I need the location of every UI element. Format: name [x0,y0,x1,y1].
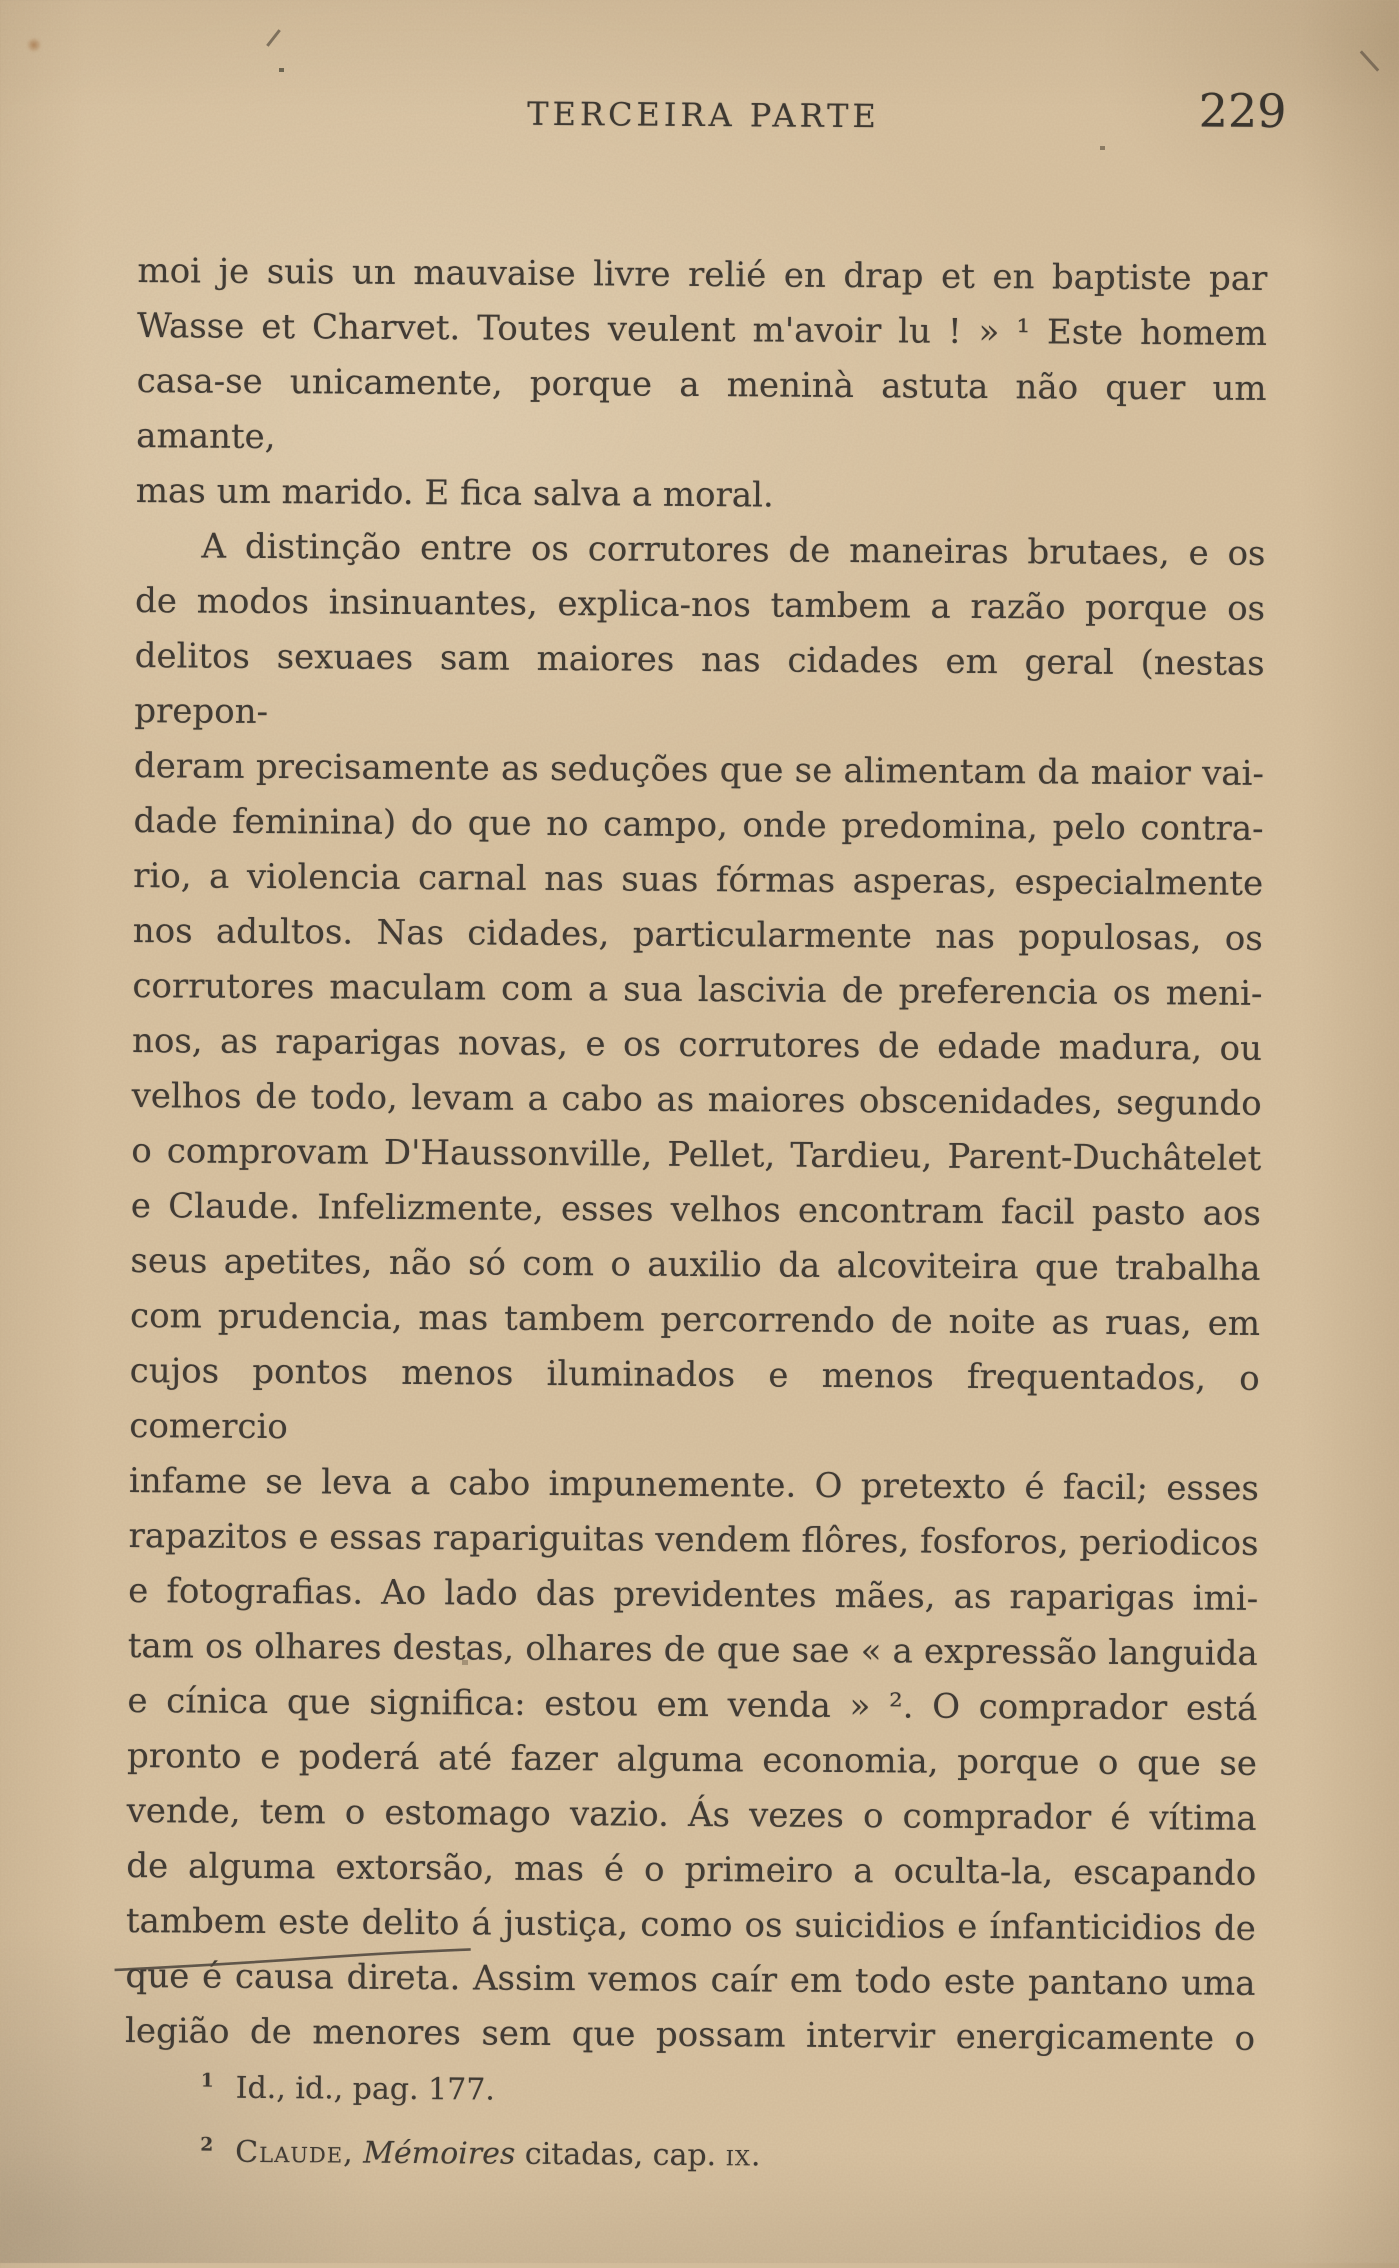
text-line: infame se leva a cabo impunemente. O pretexto é facil; esses [128,1461,1260,1509]
text-line: legião de menores sem que possam intervir energicamente o [124,2011,1256,2059]
footnote [124,2116,1254,2188]
text-line: dade feminina) do que no campo, onde predomina, pelo contra- [133,801,1264,849]
text-line: com prudencia, mas tambem percorrendo de noite as ruas, em [129,1296,1261,1344]
text-line: de alguma extorsão, mas é o primeiro a oculta-la, escapando [126,1846,1257,1894]
page-number: 229 [1198,83,1287,139]
text-line: rapazitos e essas rapariguitas vendem flôres, fosforos, periodicos [128,1516,1259,1564]
text-line: e Claude. Infelizmente, esses velhos encontram facil pasto aos [130,1186,1261,1234]
text-line: que é causa direta. Assim vemos caír em todo este pantano uma [125,1956,1256,2004]
footnote [125,2052,1255,2124]
text-line: de modos insinuantes, explica-nos tambem a razão porque os [134,581,1266,629]
body-text [125,244,1268,2067]
text-line: moi je suis un mauvaise livre relié en drap et en baptiste par [137,251,1268,299]
text-line: corrutores maculam com a sua lascivia de preferencia os meni- [132,966,1263,1014]
footnote-separator-rule [110,1940,490,1983]
text-line: nos, as raparigas novas, e os corrutores de edade madura, ou [131,1021,1263,1069]
text-line: A distinção entre os corrutores de maneiras brutaes, e os [201,526,1266,574]
footnote-marker: 2 [200,2134,214,2156]
footnotes [124,2052,1255,2188]
footnote-text: Id., id., pag. 177. [235,2070,496,2108]
text-line: velhos de todo, levam a cabo as maiores obscenidades, segundo [131,1076,1262,1124]
text-line: vende, tem o estomago vazio. Ás vezes o comprador é vítima [126,1791,1257,1839]
text-line: rio, a violencia carnal nas suas fórmas asperas, especialmente [133,856,1264,904]
text-line: deram precisamente as seduções que se alimentam da maior vai- [133,746,1265,794]
text-line: pronto e poderá até fazer alguma economia, porque o que se [126,1736,1258,1784]
text-line: e cínica que significa: estou em venda » ². O comprador está [127,1681,1258,1729]
text-line: casa-se unicamente, porque a meninà astuta não quer um amante, [136,361,1267,458]
text-line: seus apetites, não só com o auxilio da alcoviteira que trabalha [130,1241,1261,1289]
footnote-text: Mémoires [353,2135,516,2172]
text-line: cujos pontos menos iluminados e menos frequentados, o comercio [129,1351,1260,1448]
footnote-text: citadas, cap. [515,2136,726,2174]
text-line: nos adultos. Nas cidades, particularmente nas populosas, os [132,911,1263,959]
footnote-text: Claude, [235,2134,354,2171]
text-line: tam os olhares destas, olhares de que sae « a expressão languida [127,1626,1258,1674]
text-line: Wasse et Charvet. Toutes veulent m'avoir lu ! » ¹ Este homem [136,306,1268,354]
text-line: mas um marido. E fica salva a moral. [135,471,774,516]
footnote-marker: 1 [200,2070,214,2092]
text-line: delitos sexuaes sam maiores nas cidades em geral (nestas prepon- [134,636,1265,732]
running-title: TERCEIRA PARTE [527,94,880,136]
text-line: tambem este delito á justiça, como os suicidios e ínfanticidios de [125,1901,1257,1949]
text-line: o comprovam D'Haussonville, Pellet, Tardieu, Parent-Duchâtelet [131,1131,1262,1179]
footnote-text: ix. [725,2138,762,2174]
text-line: e fotografias. Ao lado das previdentes mães, as raparigas imi- [128,1571,1259,1619]
